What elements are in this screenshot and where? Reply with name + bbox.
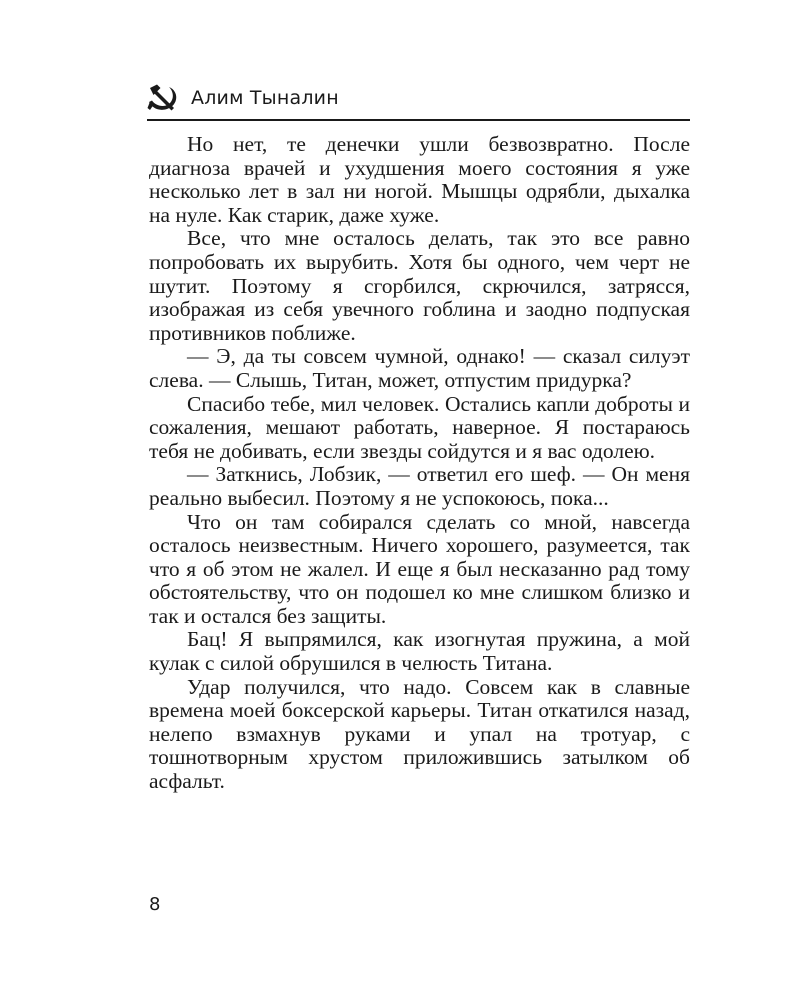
hammer-sickle-icon [147,83,181,113]
paragraph: Что он там собирался сделать со мной, навсегда осталось неизвестным. Ничего хорошего, разумеется, так что я об этом не жалел. И еще я был несказанно рад тому обстоятельству, что он подошел ко мне слишком близко и так и остался без защиты. [149,509,690,628]
paragraph: Спасибо тебе, мил человек. Остались капли доброты и сожаления, мешают работать, наверное. Я постараюсь тебя не добивать, если звезды сойдутся и я вас одолею. [149,391,690,463]
paragraph: — Заткнись, Лобзик, — ответил его шеф. — Он меня реально выбесил. Поэтому я не успокоюсь, пока... [149,462,690,510]
page-number: 8 [149,894,161,915]
paragraph: Бац! Я выпрямился, как изогнутая пружина, а мой кулак с силой обрушился в челюсть Титана. [149,627,690,676]
paragraph: — Э, да ты совсем чумной, однако! — сказал силуэт слева. — Слышь, Титан, может, отпустим придурка? [149,344,690,392]
author-name: Алим Тыналин [191,86,339,109]
running-header [147,80,690,116]
paragraph: Все, что мне осталось делать, так это все равно попробовать их вырубить. Хотя бы одного, чем черт не шутит. Поэтому я сгорбился, скрючился, затрясся, изображая из себя увечного гоблина и заодно подпуская противников поближе. [149,226,690,345]
book-text [149,133,690,794]
paragraph: Но нет, те денечки ушли безвозвратно. После диагноза врачей и ухудшения моего состояния я уже несколько лет в зал ни ногой. Мышцы одрябли, дыхалка на нуле. Как старик, даже хуже. [149,132,690,227]
paragraph: Удар получился, что надо. Совсем как в славные времена моей боксерской карьеры. Титан откатился назад, нелепо взмахнув руками и упал на тротуар, с тошнотворным хрустом приложившись затылком об асфальт. [149,674,690,794]
header-divider [147,119,690,121]
